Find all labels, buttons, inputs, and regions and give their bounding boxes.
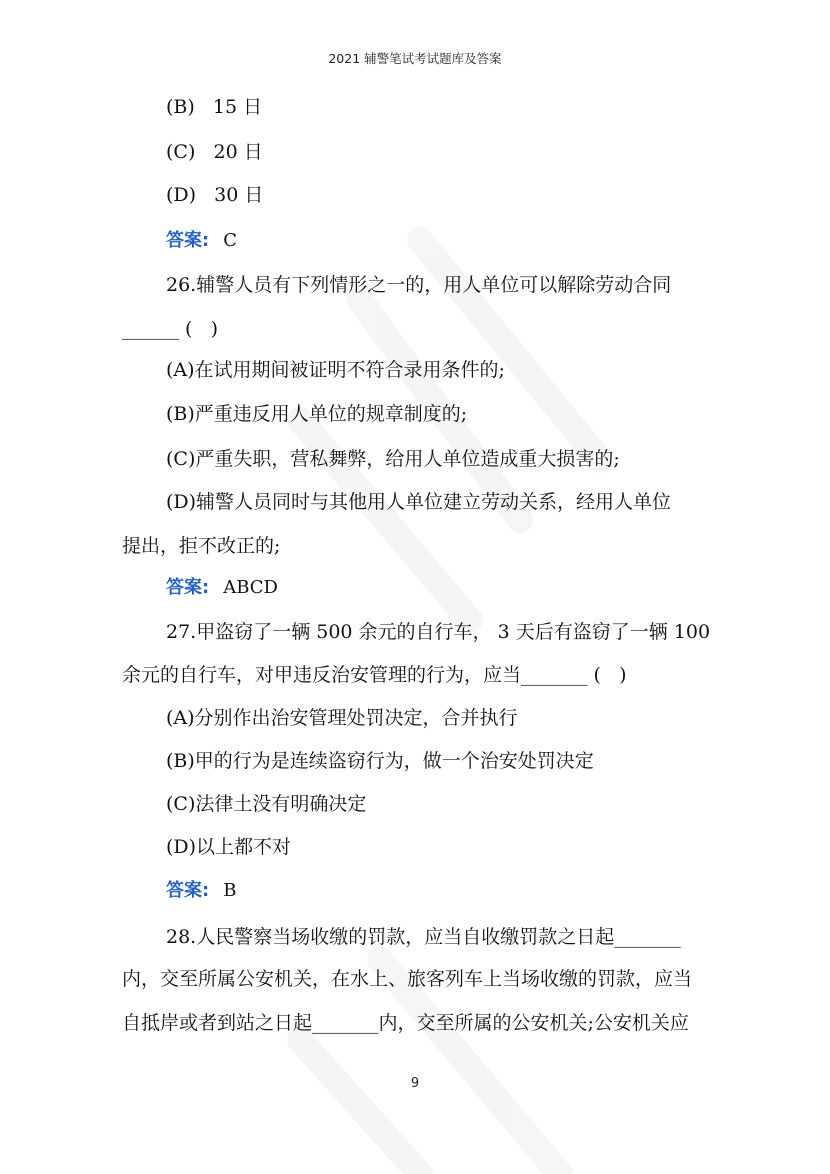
page-header: 2021 辅警笔试考试题库及答案	[328, 51, 502, 66]
q27-answer	[166, 878, 236, 903]
answer-value: ABCD	[223, 577, 278, 598]
q26-option-c: (C)严重失职，营私舞弊，给用人单位造成重大损害的;	[166, 448, 620, 470]
q27-option-a: (A)分别作出治安管理处罚决定，合并执行	[166, 707, 518, 729]
q27-stem-line1: 27.甲盗窃了一辆 500 余元的自行车， 3 天后有盗窃了一辆 100	[166, 621, 711, 643]
answer-label: 答案:	[166, 577, 210, 598]
answer-label: 答案:	[166, 880, 210, 901]
q26-answer	[166, 575, 278, 600]
q27-option-d: (D)以上都不对	[166, 836, 292, 858]
q26-stem-line1: 26.辅警人员有下列情形之一的，用人单位可以解除劳动合同	[166, 274, 672, 296]
q26-option-a: (A)在试用期间被证明不符合录用条件的;	[166, 359, 505, 381]
answer-value: C	[223, 230, 237, 251]
q28-stem-line2: 内，交至所属公安机关，在水上、旅客列车上当场收缴的罚款，应当	[122, 968, 693, 990]
q25-answer	[166, 228, 237, 253]
q26-stem-line2: ______ ( )	[122, 318, 218, 340]
q28-stem-line3: 自抵岸或者到站之日起_______内，交至所属的公安机关;公安机关应	[122, 1012, 689, 1034]
q25-option-b: (B) 15 日	[166, 96, 263, 118]
q28-stem-line1: 28.人民警察当场收缴的罚款，应当自收缴罚款之日起_______	[166, 926, 681, 948]
watermark-stroke	[380, 960, 560, 1174]
q25-option-d: (D) 30 日	[166, 184, 264, 206]
q27-stem-line2: 余元的自行车，对甲违反治安管理的行为，应当_______ ( )	[122, 664, 627, 686]
q26-option-d: (D)辅警人员同时与其他用人单位建立劳动关系，经用人单位	[166, 491, 672, 513]
answer-label: 答案:	[166, 230, 210, 251]
watermark-stroke	[300, 1040, 420, 1174]
q26-option-d-cont: 提出，拒不改正的;	[122, 535, 281, 557]
q25-option-c: (C) 20 日	[166, 141, 263, 163]
q27-option-b: (B)甲的行为是连续盗窃行为，做一个治安处罚决定	[166, 750, 594, 772]
q27-option-c: (C)法律土没有明确决定	[166, 793, 367, 815]
page-number: 9	[410, 1076, 420, 1091]
answer-value: B	[223, 880, 237, 901]
q26-option-b: (B)严重违反用人单位的规章制度的;	[166, 403, 468, 425]
